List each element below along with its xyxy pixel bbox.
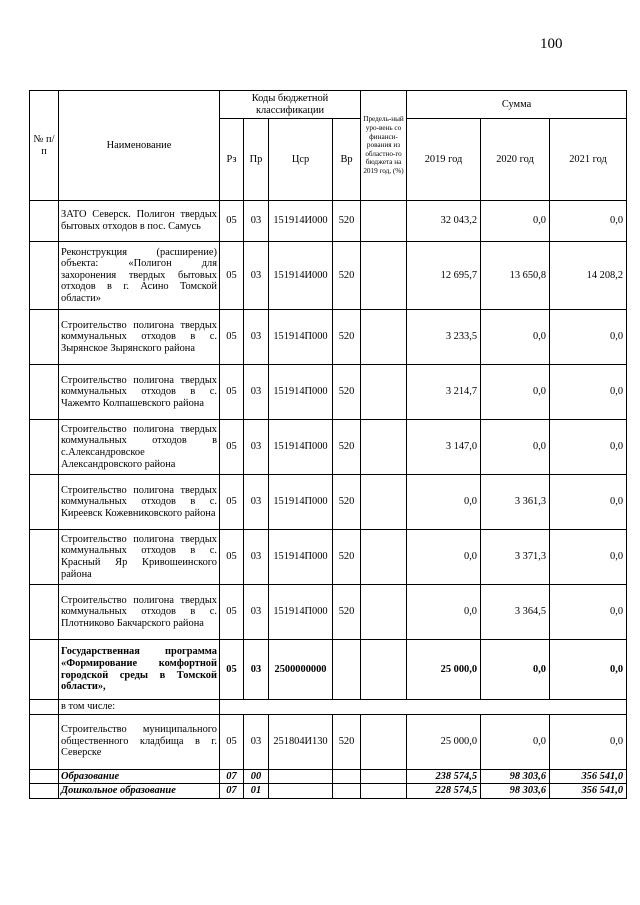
row-rz: 07: [220, 769, 244, 784]
row-csr: 151914И000: [269, 242, 333, 310]
row-csr: 151914И000: [269, 201, 333, 242]
row-2020: 0,0: [481, 310, 550, 365]
row-pr: 03: [244, 242, 269, 310]
row-num: [30, 242, 59, 310]
row-rz: 05: [220, 475, 244, 530]
row-2021: 0,0: [550, 585, 627, 640]
row-vr: 520: [333, 420, 361, 475]
row-csr: 251804И130: [269, 714, 333, 769]
table-row: [30, 201, 627, 242]
row-name: Строительство полигона твердых коммунальных отходов в с. Зырянское Зырянского района: [59, 310, 220, 365]
row-rz: 05: [220, 420, 244, 475]
row-rz: 05: [220, 640, 244, 700]
row-rz: 05: [220, 714, 244, 769]
row-vr: 520: [333, 585, 361, 640]
row-name: Строительство полигона твердых коммунальных отходов в с. Киреевск Кожевниковского района: [59, 475, 220, 530]
table-row: [30, 242, 627, 310]
row-2020: 3 364,5: [481, 585, 550, 640]
row-2020: 0,0: [481, 201, 550, 242]
row-num: [30, 784, 59, 799]
row-vr: 520: [333, 530, 361, 585]
row-2019: 3 214,7: [407, 365, 481, 420]
row-rz: 05: [220, 530, 244, 585]
table-row: [30, 530, 627, 585]
row-rz: 05: [220, 310, 244, 365]
row-2021: 356 541,0: [550, 769, 627, 784]
table-row: [30, 784, 627, 799]
row-vr: 520: [333, 714, 361, 769]
row-name: Образование: [59, 769, 220, 784]
row-name: Реконструкция (расширение) объекта: «Полигон для захоронения твердых бытовых отходов в г. Асино Томской области»: [59, 242, 220, 310]
row-vr: [333, 769, 361, 784]
row-level: [361, 420, 407, 475]
row-name: Государственная программа «Формирование комфортной городской среды в Томской области»,: [59, 640, 220, 700]
row-name: Дошкольное образование: [59, 784, 220, 799]
row-csr: 151914П000: [269, 420, 333, 475]
row-2021: 0,0: [550, 475, 627, 530]
row-pr: 03: [244, 714, 269, 769]
row-vr: [333, 784, 361, 799]
table-row: [30, 714, 627, 769]
row-vr: 520: [333, 475, 361, 530]
row-level: [361, 769, 407, 784]
row-csr: [269, 769, 333, 784]
row-level: [361, 640, 407, 700]
row-2019: 3 147,0: [407, 420, 481, 475]
header-2019: 2019 год: [407, 119, 481, 201]
header-level: Предель-ный уро-вень со финанси-рования из областно-го бюджета на 2019 год, (%): [361, 91, 407, 201]
row-name: в том числе:: [59, 700, 220, 715]
row-2019: 3 233,5: [407, 310, 481, 365]
row-level: [361, 365, 407, 420]
row-2020: 98 303,6: [481, 769, 550, 784]
row-vr: 520: [333, 310, 361, 365]
row-2020: 98 303,6: [481, 784, 550, 799]
row-vr: 520: [333, 365, 361, 420]
row-name: ЗАТО Северск. Полигон твердых бытовых отходов в пос. Самусь: [59, 201, 220, 242]
row-2021: 356 541,0: [550, 784, 627, 799]
row-name: Строительство полигона твердых коммунальных отходов в с. Чажемто Колпашевского района: [59, 365, 220, 420]
row-num: [30, 700, 59, 715]
header-pr: Пр: [244, 119, 269, 201]
row-num: [30, 201, 59, 242]
row-level: [361, 784, 407, 799]
row-level: [361, 475, 407, 530]
row-vr: 520: [333, 242, 361, 310]
row-level: [361, 242, 407, 310]
row-rz: 05: [220, 242, 244, 310]
row-num: [30, 769, 59, 784]
row-rz: 05: [220, 201, 244, 242]
row-num: [30, 475, 59, 530]
table-row: [30, 475, 627, 530]
row-pr: 03: [244, 585, 269, 640]
row-pr: 03: [244, 420, 269, 475]
row-pr: 03: [244, 530, 269, 585]
row-2021: 0,0: [550, 714, 627, 769]
row-2021: 0,0: [550, 201, 627, 242]
row-csr: 151914П000: [269, 585, 333, 640]
row-csr: 2500000000: [269, 640, 333, 700]
header-name: Наименование: [59, 91, 220, 201]
row-pr: 03: [244, 475, 269, 530]
row-2019: 12 695,7: [407, 242, 481, 310]
row-2019: 25 000,0: [407, 714, 481, 769]
table-row: [30, 585, 627, 640]
row-2019: 0,0: [407, 585, 481, 640]
row-pr: 03: [244, 365, 269, 420]
row-2021: 0,0: [550, 640, 627, 700]
row-num: [30, 714, 59, 769]
header-vr: Вр: [333, 119, 361, 201]
row-pr: 01: [244, 784, 269, 799]
table-row: [30, 310, 627, 365]
table-row: [30, 769, 627, 784]
row-num: [30, 365, 59, 420]
row-name: Строительство полигона твердых коммунальных отходов в с. Плотниково Бакчарского района: [59, 585, 220, 640]
row-name: Строительство полигона твердых коммунальных отходов в с.Александровское Александровского района: [59, 420, 220, 475]
row-2020: 0,0: [481, 714, 550, 769]
header-sum: Сумма: [407, 91, 627, 119]
row-csr: 151914П000: [269, 310, 333, 365]
row-2021: 0,0: [550, 310, 627, 365]
row-vr: 520: [333, 201, 361, 242]
header-csr: Цср: [269, 119, 333, 201]
row-level: [361, 310, 407, 365]
row-2020: 0,0: [481, 420, 550, 475]
row-2020: 13 650,8: [481, 242, 550, 310]
row-pr: 03: [244, 640, 269, 700]
budget-table: [29, 90, 627, 799]
header-codes: Коды бюджетной классификации: [220, 91, 361, 119]
row-2020: 0,0: [481, 365, 550, 420]
table-row: [30, 640, 627, 700]
row-csr: 151914П000: [269, 365, 333, 420]
row-rz: 05: [220, 365, 244, 420]
row-2021: 14 208,2: [550, 242, 627, 310]
row-2019: 0,0: [407, 530, 481, 585]
row-name: Строительство муниципального общественного кладбища в г. Северске: [59, 714, 220, 769]
row-2019: 0,0: [407, 475, 481, 530]
row-pr: 03: [244, 201, 269, 242]
header-2020: 2020 год: [481, 119, 550, 201]
row-level: [361, 530, 407, 585]
page-number: 100: [540, 36, 563, 52]
row-2021: 0,0: [550, 365, 627, 420]
header-2021: 2021 год: [550, 119, 627, 201]
row-2019: 32 043,2: [407, 201, 481, 242]
row-level: [361, 714, 407, 769]
row-empty: [220, 700, 627, 715]
row-level: [361, 585, 407, 640]
row-num: [30, 310, 59, 365]
row-name: Строительство полигона твердых коммунальных отходов в с. Красный Яр Кривошеинского района: [59, 530, 220, 585]
header-row-1: [30, 91, 627, 119]
row-2020: 3 361,3: [481, 475, 550, 530]
row-num: [30, 530, 59, 585]
row-2019: 228 574,5: [407, 784, 481, 799]
row-rz: 07: [220, 784, 244, 799]
table-row: [30, 420, 627, 475]
header-rz: Рз: [220, 119, 244, 201]
row-2021: 0,0: [550, 530, 627, 585]
row-2020: 3 371,3: [481, 530, 550, 585]
row-level: [361, 201, 407, 242]
row-num: [30, 420, 59, 475]
row-2019: 238 574,5: [407, 769, 481, 784]
row-2020: 0,0: [481, 640, 550, 700]
row-num: [30, 585, 59, 640]
table-row: [30, 700, 627, 715]
row-num: [30, 640, 59, 700]
row-vr: [333, 640, 361, 700]
row-rz: 05: [220, 585, 244, 640]
header-num: № п/п: [30, 91, 59, 201]
row-pr: 03: [244, 310, 269, 365]
row-pr: 00: [244, 769, 269, 784]
row-csr: [269, 784, 333, 799]
row-csr: 151914П000: [269, 530, 333, 585]
row-csr: 151914П000: [269, 475, 333, 530]
table-row: [30, 365, 627, 420]
row-2021: 0,0: [550, 420, 627, 475]
row-2019: 25 000,0: [407, 640, 481, 700]
